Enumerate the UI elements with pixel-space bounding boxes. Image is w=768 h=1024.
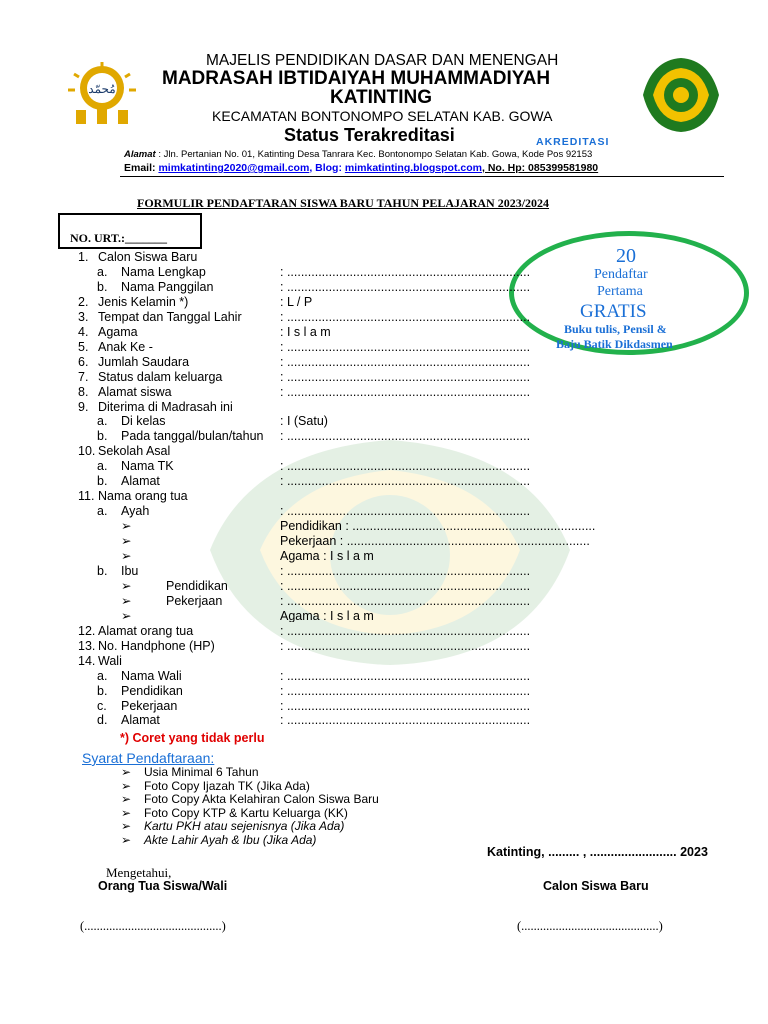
- row-label: Agama: [98, 324, 138, 339]
- address-line: Alamat : Jln. Pertanian No. 01, Katinting Desa Tanrara Kec. Bontonompo Selatan Kab. Gowa, Kode Pos 92153: [124, 149, 593, 160]
- email-link[interactable]: mimkatinting2020@gmail.com: [158, 162, 310, 174]
- row-label: Anak Ke -: [98, 339, 153, 354]
- requirement-item: Usia Minimal 6 Tahun: [144, 765, 259, 779]
- row-number: 1.: [78, 250, 89, 264]
- row-label: Alamat orang tua: [98, 623, 194, 638]
- row-number: 11.: [78, 489, 95, 504]
- parent-signature-label: Orang Tua Siswa/Wali: [98, 879, 228, 893]
- stamp-line-4: Baju Batik Dikdasmen: [556, 337, 673, 351]
- stamp-line-2: Pertama: [597, 284, 643, 299]
- row-value-field[interactable]: : L / P: [280, 295, 313, 309]
- row-label: Nama orang tua: [98, 489, 188, 504]
- requirement-item: Akte Lahir Ayah & Ibu (Jika Ada): [144, 832, 317, 847]
- stamp-gratis: GRATIS: [580, 301, 647, 322]
- row-value-field[interactable]: Agama : I s l a m: [280, 609, 374, 623]
- row-label: No. Handphone (HP): [98, 638, 215, 653]
- row-label: Nama Wali: [121, 668, 182, 683]
- row-number: d.: [97, 713, 108, 728]
- bullet-arrow-icon: ➢: [121, 832, 132, 847]
- row-value-field[interactable]: : ......................................................................: [280, 265, 531, 279]
- row-number: 12.: [78, 623, 96, 638]
- accreditation-status: Status Terakreditasi: [284, 125, 455, 145]
- row-label: Alamat siswa: [98, 384, 172, 399]
- row-number: 7.: [78, 369, 89, 384]
- bullet-arrow-icon: ➢: [121, 593, 132, 608]
- bullet-arrow-icon: ➢: [121, 805, 132, 820]
- requirement-item: Kartu PKH atau sejenisnya (Jika Ada): [144, 819, 345, 833]
- row-number: 13.: [78, 638, 96, 653]
- stamp-line-3: Buku tulis, Pensil &: [564, 322, 667, 336]
- row-label: Sekolah Asal: [98, 444, 171, 459]
- row-label: Tempat dan Tanggal Lahir: [98, 309, 242, 324]
- stamp-number: 20: [616, 245, 636, 267]
- blog-link[interactable]: mimkatinting.blogspot.com: [344, 162, 482, 174]
- stamp-line-1: Pendaftar: [594, 267, 648, 282]
- row-value-field[interactable]: Pendidikan : ......................................................................: [280, 520, 596, 533]
- row-number: 2.: [78, 294, 89, 309]
- row-number: b.: [97, 563, 108, 578]
- row-value-field[interactable]: : ......................................................................: [280, 310, 531, 324]
- row-number: 10.: [78, 444, 96, 459]
- row-value-field[interactable]: : I s l a m: [280, 325, 331, 339]
- signature-place-date: Katinting, ......... , ......................... 2023: [487, 845, 708, 859]
- bullet-arrow-icon: ➢: [121, 608, 132, 623]
- row-number: 4.: [78, 324, 89, 339]
- row-value-field[interactable]: : ......................................................................: [280, 564, 531, 578]
- row-value-field[interactable]: : ......................................................................: [280, 639, 531, 653]
- bullet-arrow-icon: ➢: [121, 778, 132, 793]
- row-label: Nama Lengkap: [121, 264, 206, 279]
- akreditasi-label: AKREDITASI: [536, 136, 610, 148]
- bullet-arrow-icon: ➢: [121, 765, 132, 779]
- row-value-field[interactable]: : ......................................................................: [280, 280, 531, 294]
- row-value-field[interactable]: Pekerjaan : ......................................................................: [280, 535, 590, 548]
- row-value-field[interactable]: : ......................................................................: [280, 624, 531, 638]
- row-value-field[interactable]: : I (Satu): [280, 415, 328, 428]
- header-line-1: MAJELIS PENDIDIKAN DASAR DAN MENENGAH: [206, 52, 559, 69]
- svg-text:مُحمّد: مُحمّد: [88, 82, 116, 96]
- row-value-field[interactable]: : ......................................................................: [280, 430, 531, 443]
- parent-signature-line: (............................................): [80, 919, 226, 933]
- row-number: a.: [97, 264, 108, 279]
- row-value-field[interactable]: : ......................................................................: [280, 355, 531, 369]
- row-label: Pekerjaan: [166, 593, 223, 608]
- row-number: b.: [97, 429, 108, 444]
- row-value-field[interactable]: : ......................................................................: [280, 684, 531, 698]
- row-label: Ibu: [121, 563, 139, 578]
- student-signature-label: Calon Siswa Baru: [543, 879, 649, 893]
- row-value-field[interactable]: : ......................................................................: [280, 370, 531, 384]
- row-label: Alamat: [121, 713, 160, 728]
- row-number: 9.: [78, 399, 89, 414]
- row-label: Diterima di Madrasah ini: [98, 399, 233, 414]
- header-school-name: MADRASAH IBTIDAIYAH MUHAMMADIYAH: [162, 68, 551, 89]
- row-label: Di kelas: [121, 414, 166, 429]
- row-number: b.: [97, 279, 108, 294]
- header-school-name-2: KATINTING: [330, 87, 433, 108]
- muhammadiyah-logo-icon: [66, 62, 138, 126]
- row-value-field[interactable]: : ......................................................................: [280, 579, 531, 593]
- row-label: Jumlah Saudara: [98, 354, 190, 369]
- row-value-field[interactable]: : ......................................................................: [280, 475, 531, 488]
- requirement-item: Foto Copy Ijazah TK (Jika Ada): [144, 778, 310, 793]
- row-number: 5.: [78, 339, 89, 354]
- bullet-arrow-icon: ➢: [121, 578, 132, 593]
- requirement-item: Foto Copy Akta Kelahiran Calon Siswa Baru: [144, 792, 379, 806]
- bullet-arrow-icon: ➢: [121, 792, 132, 806]
- bullet-arrow-icon: ➢: [121, 549, 132, 563]
- row-label: Nama TK: [121, 459, 174, 474]
- row-number: 8.: [78, 384, 89, 399]
- requirements-title: Syarat Pendaftaraan:: [82, 750, 215, 766]
- row-label: Pendidikan: [121, 683, 183, 698]
- row-number: a.: [97, 668, 108, 683]
- row-number: 14.: [78, 653, 96, 668]
- student-signature-line: (............................................): [517, 919, 663, 933]
- registration-number-label: NO. URT.:_______: [70, 231, 168, 245]
- row-number: a.: [97, 459, 108, 474]
- form-title: FORMULIR PENDAFTARAN SISWA BARU TAHUN PELAJARAN 2023/2024: [137, 196, 550, 210]
- row-value-field[interactable]: : ......................................................................: [280, 699, 531, 712]
- row-value-field[interactable]: : ......................................................................: [280, 385, 531, 399]
- row-label: Status dalam keluarga: [98, 369, 223, 384]
- contact-line: Email: mimkatinting2020@gmail.com, Blog: mimkatinting.blogspot.com, No. Hp: 085399581980: [124, 162, 599, 174]
- row-number: a.: [97, 504, 108, 519]
- row-label: Pendidikan: [166, 578, 228, 593]
- row-value-field[interactable]: : ......................................................................: [280, 669, 531, 683]
- row-label: Pekerjaan: [121, 698, 178, 713]
- row-value-field[interactable]: : ......................................................................: [280, 460, 531, 473]
- row-number: c.: [97, 698, 107, 713]
- bullet-arrow-icon: ➢: [121, 819, 132, 833]
- row-value-field[interactable]: : ......................................................................: [280, 594, 531, 608]
- row-number: b.: [97, 683, 108, 698]
- row-label: Nama Panggilan: [121, 279, 214, 294]
- row-label: Calon Siswa Baru: [98, 250, 198, 264]
- bullet-arrow-icon: ➢: [121, 519, 132, 534]
- header-divider: [120, 176, 724, 177]
- row-value-field[interactable]: Agama : I s l a m: [280, 550, 374, 563]
- footnote: *) Coret yang tidak perlu: [120, 731, 265, 745]
- header-address-district: KECAMATAN BONTONOMPO SELATAN KAB. GOWA: [212, 108, 553, 124]
- bullet-arrow-icon: ➢: [121, 534, 132, 549]
- row-value-field[interactable]: : ......................................................................: [280, 505, 531, 518]
- row-label: Jenis Kelamin *): [98, 294, 189, 309]
- row-number: 6.: [78, 354, 89, 369]
- row-label: Wali: [98, 653, 122, 668]
- akreditasi-logo-icon: [640, 56, 722, 134]
- row-number: 3.: [78, 309, 89, 324]
- row-value-field[interactable]: : ......................................................................: [280, 340, 531, 354]
- row-label: Alamat: [121, 474, 160, 489]
- row-label: Pada tanggal/bulan/tahun: [121, 429, 264, 444]
- row-number: a.: [97, 414, 108, 429]
- row-number: b.: [97, 474, 108, 489]
- row-label: Ayah: [121, 504, 150, 519]
- requirement-item: Foto Copy KTP & Kartu Keluarga (KK): [144, 805, 348, 820]
- row-value-field[interactable]: : ......................................................................: [280, 714, 531, 727]
- mengetahui-label: Mengetahui,: [106, 865, 172, 880]
